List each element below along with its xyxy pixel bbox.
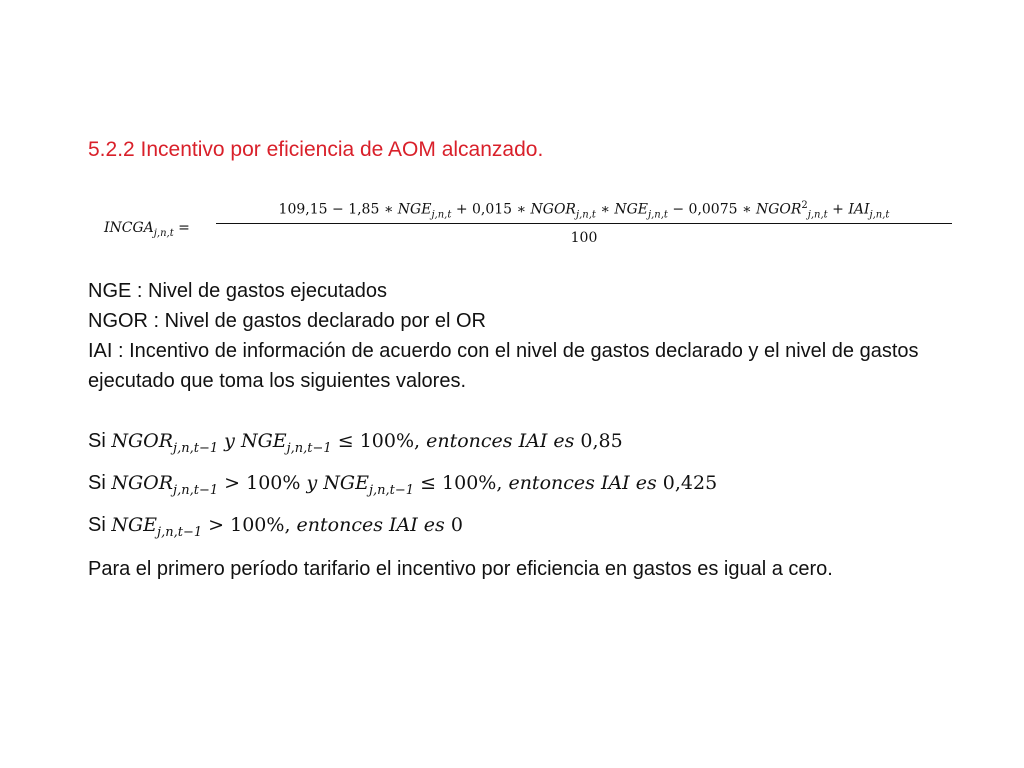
condition-3: Si $NGE_{j,n,t-1} > 100\%$, entonces IAI es 0 [88,513,463,540]
formula-numerator: 109,15 − 1,85 ∗ $NGE_{j,n,t} + 0,015$ ∗ $NGOR_{j,n,t}$ ∗ $NGE_{j,n,t} - 0,0075$ ∗ $NGOR^2_{j,n,t} + IAI_{j,n,t}$ [278,200,890,221]
condition-1: Si $NGOR_{j,n,t-1}$ y $NGE_{j,n,t-1} \le 100\%$, entonces IAI es 0,85 [88,430,623,456]
definition-ngor: NGOR : Nivel de gastos declarado por el OR [88,310,486,332]
closing-note: Para el primero período tarifario el incentivo por eficiencia en gastos es igual a cero. [88,558,833,580]
slide-title: 5.2.2 Incentivo por eficiencia de AOM alcanzado. [88,138,544,161]
formula-lhs: $INCGA_{j,n,t}$ = [104,220,190,239]
condition-2: Si $NGOR_{j,n,t-1} > 100\%$ y $NGE_{j,n,t-1} \le 100\%$, entonces IAI es 0,425 [88,471,718,498]
formula-denominator: 100 [570,230,598,246]
definition-iai: IAI : Incentivo de información de acuerdo con el nivel de gastos declarado y el nivel de gastos ejecutado que toma los siguientes valores. [88,340,919,392]
incga-formula [104,196,954,256]
definitions [88,276,968,396]
iai-conditions [88,424,988,549]
definition-nge: NGE : Nivel de gastos ejecutados [88,280,388,302]
fraction-bar [216,223,952,224]
